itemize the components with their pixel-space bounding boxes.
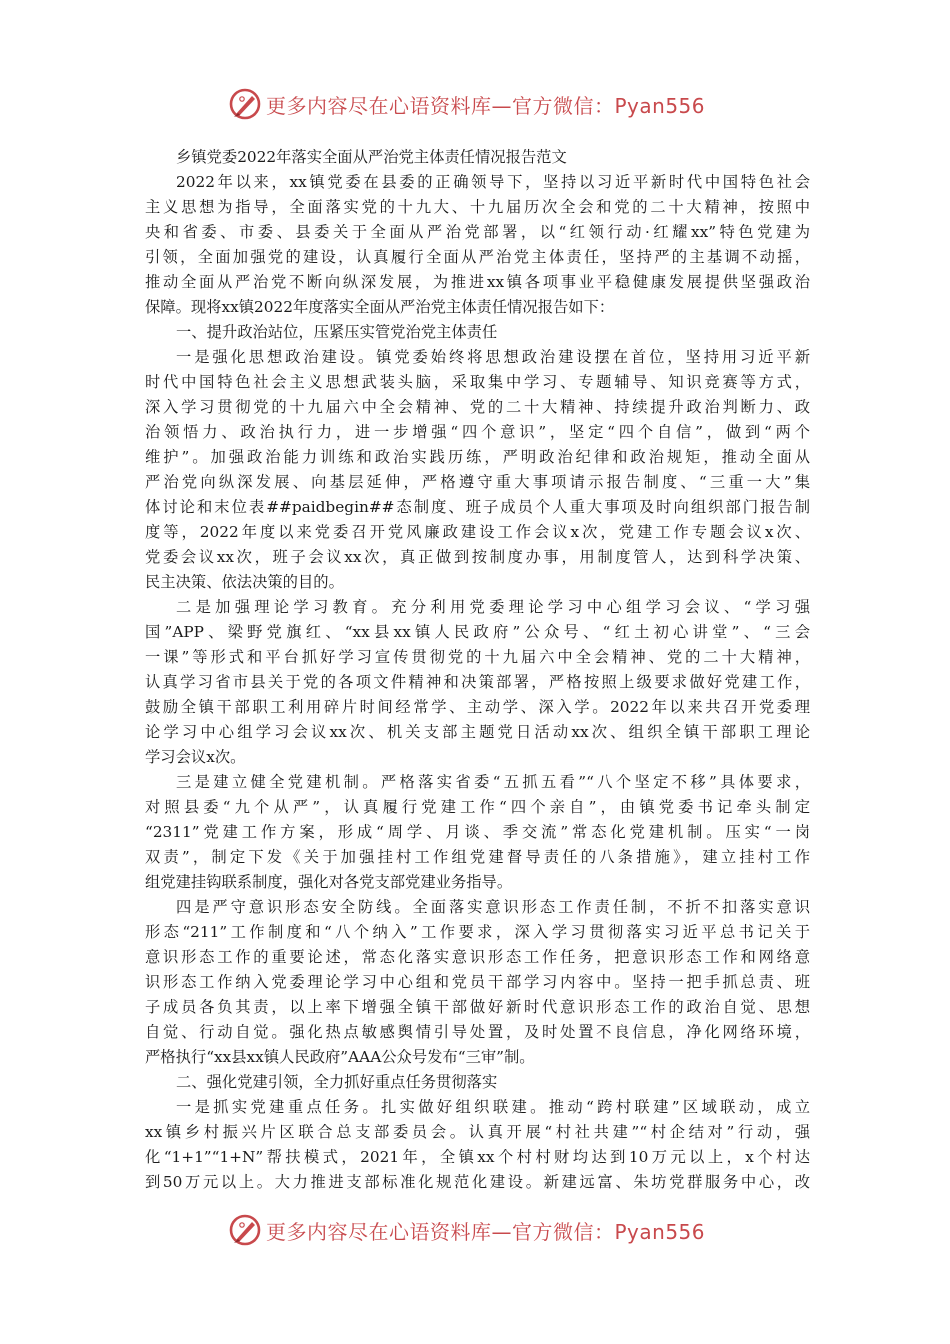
pen-brush-logo-icon (228, 87, 262, 121)
text-line: 二是加强理论学习教育。充分利用党委理论学习中心组学习会议、“学习强 (176, 598, 810, 616)
text-line: 引领，全面加强党的建设，认真履行全面从严治党主体责任，坚持严的主基调不动摇， (145, 248, 810, 266)
watermark-banner-bottom (228, 1210, 705, 1250)
text-line: xx镇乡村振兴片区联合总支部委员会。认真开展“村社共建”“村企结对”行动，强 (145, 1123, 810, 1141)
text-line: 主义思想为指导，全面落实党的十九大、十九届历次全会和党的二十大精神，按照中 (145, 198, 810, 216)
text-line: 时代中国特色社会主义思想武装头脑，采取集中学习、专题辅导、知识竞赛等方式， (145, 373, 810, 391)
text-line: 央和省委、市委、县委关于全面从严治党部署，以“红领行动·红耀xx”特色党建为 (145, 223, 810, 241)
text-line: 民主决策、依法决策的目的。 (145, 573, 344, 591)
text-line: 一课”等形式和平台抓好学习宣传贯彻党的十九届六中全会精神、党的二十大精神， (145, 648, 810, 666)
watermark-banner-top (228, 84, 705, 124)
text-line: 党委会议xx次，班子会议xx次，真正做到按制度办事，用制度管人，达到科学决策、 (145, 548, 810, 566)
text-line: 形态“211”工作制度和“八个纳入”工作要求，深入学习贯彻落实习近平总书记关于 (145, 923, 810, 941)
text-line: 严格执行“xx县xx镇人民政府”AAA公众号发布“三审”制。 (145, 1048, 535, 1066)
text-line: 到50万元以上。大力推进支部标准化规范化建设。新建远富、朱坊党群服务中心，改 (145, 1173, 810, 1191)
text-line: 推动全面从严治党不断向纵深发展，为推进xx镇各项事业平稳健康发展提供坚强政治 (145, 273, 810, 291)
text-line: 意识形态工作的重要论述，常态化落实意识形态工作任务，把意识形态工作和网络意 (145, 948, 810, 966)
watermark-text: 更多内容尽在心语资料库—官方微信：Pyan556 (266, 1219, 706, 1244)
text-line: 一是强化思想政治建设。镇党委始终将思想政治建设摆在首位，坚持用习近平新 (176, 348, 810, 366)
text-line: 保障。现将xx镇2022年度落实全面从严治党主体责任情况报告如下： (145, 298, 615, 316)
text-line: 一是抓实党建重点任务。扎实做好组织联建。推动“跨村联建”区域联动，成立 (176, 1098, 810, 1116)
text-line: 严治党向纵深发展、向基层延伸，严格遵守重大事项请示报告制度、“三重一大”集 (145, 473, 810, 491)
text-line: 四是严守意识形态安全防线。全面落实意识形态工作责任制，不折不扣落实意识 (176, 898, 810, 916)
text-line: 维护”。加强政治能力训练和政治实践历练，严明政治纪律和政治规矩，推动全面从 (145, 448, 810, 466)
text-line: 组党建挂钩联系制度，强化对各党支部党建业务指导。 (145, 873, 513, 891)
text-line: 体讨论和末位表##paidbegin##态制度、班子成员个人重大事项及时向组织部门报告制 (145, 498, 810, 516)
text-line: 化“1+1”“1+N”帮扶模式，2021年，全镇xx个村村财均达到10万元以上，x个村达 (145, 1148, 810, 1166)
text-line: 双责”，制定下发《关于加强挂村工作组党建督导责任的八条措施》，建立挂村工作 (145, 848, 810, 866)
text-line: 度等，2022年度以来党委召开党风廉政建设工作会议x次，党建工作专题会议x次、 (145, 523, 810, 541)
text-line: 识形态工作纳入党委理论学习中心组和党员干部学习内容中。坚持一把手抓总责、班 (145, 973, 810, 991)
watermark-text: 更多内容尽在心语资料库—官方微信：Pyan556 (266, 93, 706, 118)
text-line: 论学习中心组学习会议xx次、机关支部主题党日活动xx次、组织全镇干部职工理论 (145, 723, 810, 741)
text-line: 国”APP、梁野党旗红、“xx县xx镇人民政府”公众号、“红土初心讲堂”、“三会 (145, 623, 810, 641)
text-line: 认真学习省市县关于党的各项文件精神和决策部署，严格按照上级要求做好党建工作， (145, 673, 810, 691)
document-title: 乡镇党委2022年落实全面从严治党主体责任情况报告范文 (176, 148, 567, 166)
section-heading: 一、提升政治站位，压紧压实管党治党主体责任 (176, 323, 498, 341)
pen-brush-logo-icon (228, 1213, 262, 1247)
text-line: 深入学习贯彻党的十九届六中全会精神、党的二十大精神、持续提升政治判断力、政 (145, 398, 810, 416)
text-line: 2022年以来，xx镇党委在县委的正确领导下，坚持以习近平新时代中国特色社会 (176, 173, 810, 191)
text-line: 三是建立健全党建机制。严格落实省委“五抓五看”“八个坚定不移”具体要求， (176, 773, 810, 791)
text-line: 治领悟力、政治执行力，进一步增强“四个意识”，坚定“四个自信”，做到“两个 (145, 423, 810, 441)
text-line: 学习会议x次。 (145, 748, 246, 766)
text-line: “2311”党建工作方案，形成“周学、月谈、季交流”常态化党建机制。压实“一岗 (145, 823, 810, 841)
section-heading: 二、强化党建引领，全力抓好重点任务贯彻落实 (176, 1073, 498, 1091)
text-line: 自觉、行动自觉。强化热点敏感舆情引导处置，及时处置不良信息，净化网络环境， (145, 1023, 810, 1041)
text-line: 子成员各负其责，以上率下增强全镇干部做好新时代意识形态工作的政治自觉、思想 (145, 998, 810, 1016)
text-line: 鼓励全镇干部职工利用碎片时间经常学、主动学、深入学。2022年以来共召开党委理 (145, 698, 810, 716)
document-body (145, 144, 810, 1195)
text-line: 对照县委“九个从严”，认真履行党建工作“四个亲自”，由镇党委书记牵头制定 (145, 798, 810, 816)
